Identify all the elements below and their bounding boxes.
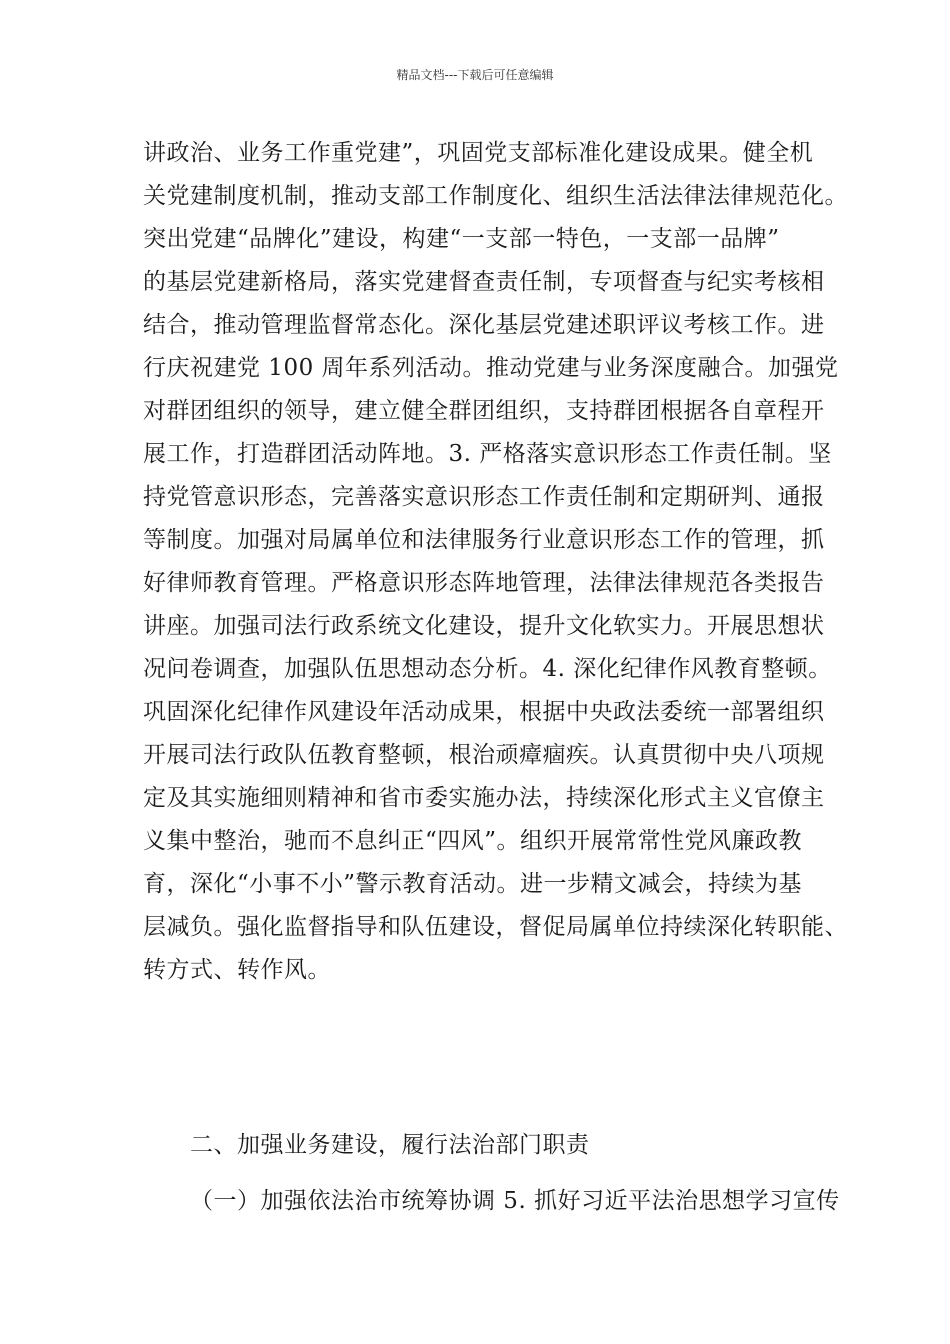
section-heading: 二、加强业务建设，履行法治部门职责 [190, 1132, 590, 1158]
text-line: 层减负。强化监督指导和队伍建设，督促局属单位持续深化转职能、 [143, 914, 848, 940]
text-line: 开展司法行政队伍教育整顿，根治顽瘴痼疾。认真贯彻中央八项规 [143, 742, 825, 768]
text-line: 行庆祝建党 100 周年系列活动。推动党建与业务深度融合。加强党 [143, 355, 839, 381]
text-line: 对群团组织的领导，建立健全群团组织，支持群团根据各自章程开 [143, 398, 825, 424]
text-line: 讲政治、业务工作重党建”，巩固党支部标准化建设成果。健全机 [143, 140, 814, 166]
text-line: 育，深化“小事不小”警示教育活动。进一步精文减会，持续为基 [143, 871, 803, 897]
text-line: 展工作，打造群团活动阵地。3. 严格落实意识形态工作责任制。坚 [143, 441, 832, 467]
text-line: 突出党建“品牌化”建设，构建“一支部一特色，一支部一品牌” [143, 226, 780, 252]
text-line: 讲座。加强司法行政系统文化建设，提升文化软实力。开展思想状 [143, 613, 825, 639]
text-line: 的基层党建新格局，落实党建督查责任制，专项督查与纪实考核相 [143, 269, 825, 295]
text-line: 转方式、转作风。 [143, 957, 331, 983]
text-line: 关党建制度机制，推动支部工作制度化、组织生活法律法律规范化。 [143, 183, 848, 209]
text-line: 结合，推动管理监督常态化。深化基层党建述职评议考核工作。进 [143, 312, 825, 338]
text-line: 定及其实施细则精神和省市委实施办法，持续深化形式主义官僚主 [143, 785, 825, 811]
page-header: 精品文档---下载后可任意编辑 [396, 68, 554, 82]
subsection-heading: （一）加强依法治市统筹协调 5. 抓好习近平法治思想学习宣传 [190, 1188, 840, 1214]
text-line: 巩固深化纪律作风建设年活动成果，根据中央政法委统一部署组织 [143, 699, 825, 725]
text-line: 况问卷调查，加强队伍思想动态分析。4. 深化纪律作风教育整顿。 [143, 656, 832, 682]
body-text [143, 132, 848, 992]
text-line: 持党管意识形态，完善落实意识形态工作责任制和定期研判、通报 [143, 484, 825, 510]
text-line: 等制度。加强对局属单位和法律服务行业意识形态工作的管理，抓 [143, 527, 825, 553]
text-line: 好律师教育管理。严格意识形态阵地管理，法律法律规范各类报告 [143, 570, 825, 596]
text-line: 义集中整治，驰而不息纠正“四风”。组织开展常常性党风廉政教 [143, 828, 803, 854]
